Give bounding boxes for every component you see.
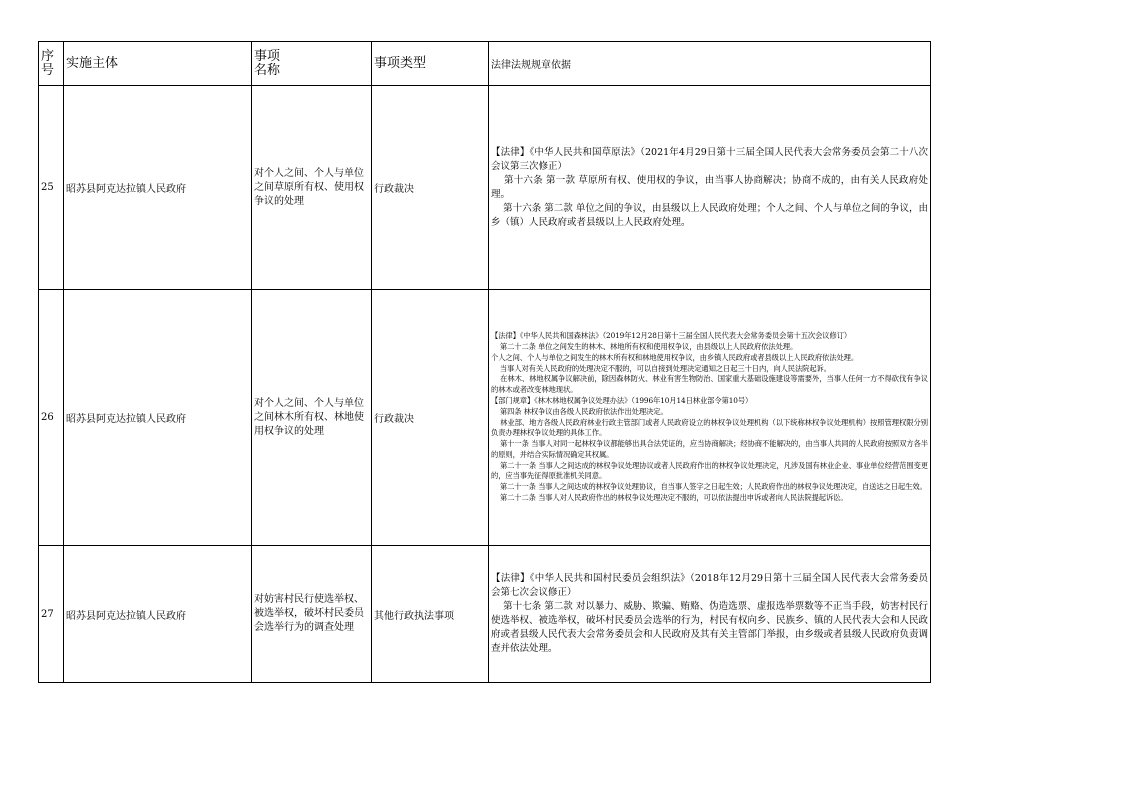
matters-table: [38, 41, 931, 683]
basis-paragraph: 当事人对有关人民政府的处理决定不服的，可以自接到处理决定通知之日起三十日内，向人民法院起诉。: [491, 363, 831, 373]
basis-paragraph: 第十七条 第二款 对以暴力、威胁、欺骗、贿赂、伪造选票、虚报选举票数等不正当手段，妨害村民行使选举权、被选举权，破坏村民委员会选举的行为，村民有权向乡、民族乡、镇的人民代表大会和人民政府或者县级人民代表大会常务委员会和人民政府及其有关主管部门举报，由乡级或者县级人民政府负责调查并依法处理。: [491, 601, 929, 654]
row-type: 行政裁决: [372, 86, 489, 290]
header-basis: 法律法规规章依据: [489, 42, 931, 86]
basis-paragraph: 第十一条 当事人对同一起林权争议都能够出具合法凭证的，应当协商解决；经协商不能解决的，由当事人共同的人民政府按照双方各半的原则，并结合实际情况确定其权属。: [491, 439, 928, 459]
row-name: 对妨害村民行使选举权、被选举权，破坏村民委员会选举行为的调查处理: [252, 546, 372, 683]
row-basis: [489, 546, 931, 683]
basis-paragraph: 【部门规章】《林木林地权属争议处理办法》（1996年10月14日林业部令第10号）: [491, 395, 753, 405]
row-number: 27: [39, 546, 64, 683]
row-name: 对个人之间、个人与单位之间草原所有权、使用权争议的处理: [252, 86, 372, 290]
row-type: 行政裁决: [372, 290, 489, 546]
header-row: [39, 42, 931, 86]
row-subject: 昭苏县阿克达拉镇人民政府: [64, 86, 252, 290]
header-name-text: 事项名称: [254, 48, 281, 78]
header-no: 序号: [39, 42, 64, 86]
basis-paragraph: 在林木、林地权属争议解决前，除因森林防火、林业有害生物防治、国家重大基础设施建设等需要外，当事人任何一方不得砍伐有争议的林木或者改变林地现状。: [491, 374, 928, 395]
row-number: 26: [39, 290, 64, 546]
basis-paragraph: 林业部、地方各级人民政府林业行政主管部门或者人民政府设立的林权争议处理机构（以下统称林权争议处理机构）按照管理权限分别负责办理林权争议处理的具体工作。: [491, 417, 928, 438]
row-subject: 昭苏县阿克达拉镇人民政府: [64, 546, 252, 683]
table-row: [39, 290, 931, 546]
row-subject: 昭苏县阿克达拉镇人民政府: [64, 290, 252, 546]
table-row: [39, 546, 931, 683]
basis-paragraph: 【法律】《中华人民共和国草原法》（2021年4月29日第十三届全国人民代表大会常务委员会第二十八次会议第三次修正）: [491, 146, 928, 172]
row-basis: [489, 290, 931, 546]
basis-paragraph: 第二十二条 当事人对人民政府作出的林权争议处理决定不服的，可以依法提出申诉或者向人民法院提起诉讼。: [491, 493, 848, 503]
row-type: 其他行政执法事项: [372, 546, 489, 683]
basis-paragraph: 第四条 林权争议由各级人民政府依法作出处理决定。: [491, 406, 668, 416]
header-type: 事项类型: [372, 42, 489, 86]
basis-paragraph: 【法律】《中华人民共和国村民委员会组织法》（2018年12月29日第十三届全国人民代表大会常务委员会第七次会议修正）: [491, 573, 928, 598]
basis-paragraph: 第十六条 第二款 单位之间的争议，由县级以上人民政府处理；个人之间、个人与单位之间的争议，由乡（镇）人民政府或者县级以上人民政府处理。: [491, 202, 928, 228]
basis-paragraph: 第二十二条 单位之间发生的林木、林地所有权和使用权争议，由县级以上人民政府依法处理。: [491, 341, 798, 351]
row-name: 对个人之间、个人与单位之间林木所有权、林地使用权争议的处理: [252, 290, 372, 546]
row-basis: [489, 86, 931, 290]
basis-paragraph: 第二十一条 当事人之间达成的林权争议处理协议或者人民政府作出的林权争议处理决定，凡涉及国有林业企业、事业单位经营范围变更的，应当事先征得原批准机关同意。: [491, 460, 928, 481]
header-subject: 实施主体: [64, 42, 252, 86]
basis-paragraph: 第二十一条 当事人之间达成的林权争议处理协议，自当事人签字之日起生效；人民政府作出的林权争议处理决定，自送达之日起生效。: [491, 482, 927, 492]
basis-paragraph: 【法律】《中华人民共和国森林法》（2019年12月28日第十三届全国人民代表大会常务委员会第十五次会议修订）: [491, 331, 852, 341]
table-row: [39, 86, 931, 290]
header-name: [252, 42, 372, 86]
row-number: 25: [39, 86, 64, 290]
basis-paragraph: 个人之间、个人与单位之间发生的林木所有权和林地使用权争议，由乡镇人民政府或者县级以上人民政府依法处理。: [491, 352, 859, 362]
basis-paragraph: 第十六条 第一款 草原所有权、使用权的争议，由当事人协商解决；协商不成的，由有关人民政府处理。: [491, 174, 928, 200]
